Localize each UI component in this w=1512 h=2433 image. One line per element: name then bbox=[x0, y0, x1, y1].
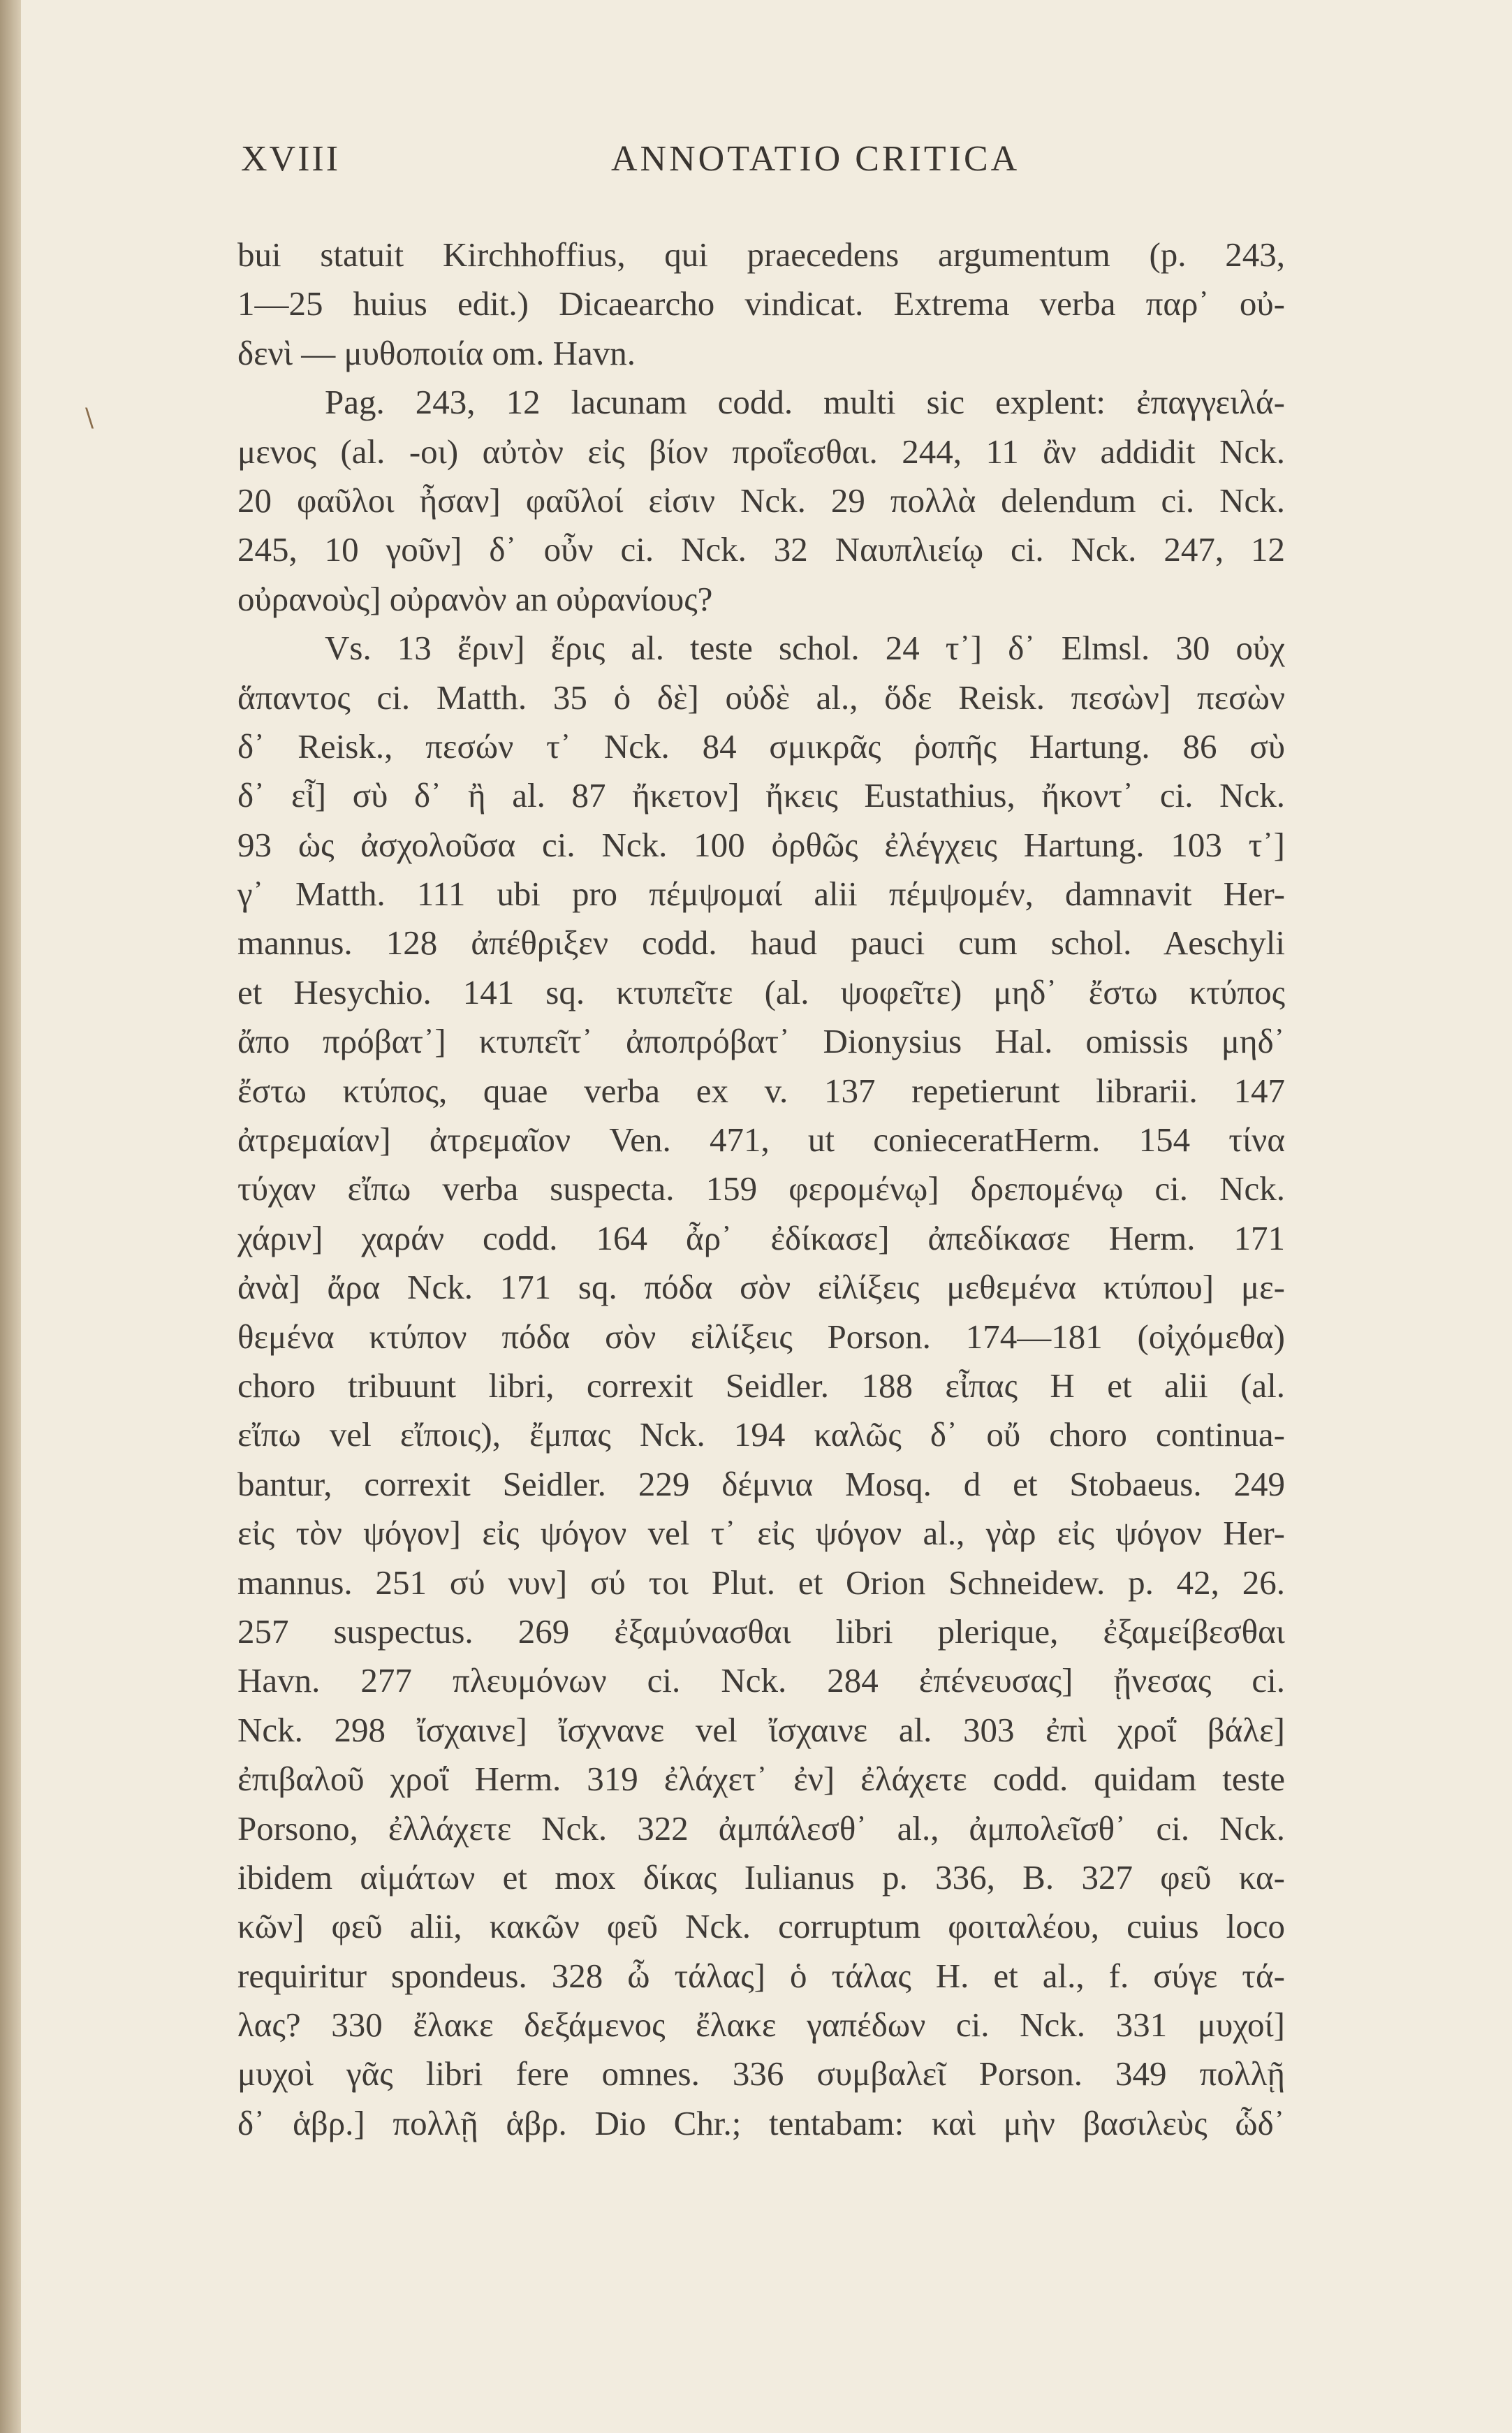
page-header bbox=[241, 138, 1268, 187]
text-line: χάριν] χαράν codd. 164 ἆρ᾽ ἐδίκασε] ἀπεδίκασε Herm. 171 bbox=[237, 1218, 1285, 1257]
running-head: ANNOTATIO CRITICA bbox=[611, 139, 1020, 179]
text-line: et Hesychio. 141 sq. κτυπεῖτε (al. ψοφεῖτε) μηδ᾽ ἔστω κτύπος bbox=[237, 972, 1285, 1011]
text-line: 257 suspectus. 269 ἐξαμύνασθαι libri plerique, ἐξαμείβεσθαι bbox=[237, 1612, 1285, 1651]
text-line: ἔστω κτύπος, quae verba ex v. 137 repetierunt librarii. 147 bbox=[237, 1071, 1285, 1110]
margin-mark: \ bbox=[85, 404, 94, 432]
text-line: δ᾽ ἁβρ.] πολλῇ ἁβρ. Dio Chr.; tentabam: καὶ μὴν βασιλεὺς ὧδ᾽ bbox=[237, 2103, 1285, 2142]
text-line: δ᾽ εἶ] σὺ δ᾽ ἢ al. 87 ἤκετον] ἤκεις Eustathius, ἤκοντ᾽ ci. Nck. bbox=[237, 776, 1285, 815]
text-line: 93 ὡς ἀσχολοῦσα ci. Nck. 100 ὀρθῶς ἐλέγχεις Hartung. 103 τ᾽] bbox=[237, 825, 1285, 864]
text-line: Vs. 13 ἔριν] ἔρις al. teste schol. 24 τ᾽] δ᾽ Elmsl. 30 οὐχ bbox=[325, 629, 1285, 668]
text-line: οὐρανοὺς] οὐρανὸν an οὐρανίους? bbox=[237, 579, 713, 618]
text-line: mannus. 128 ἀπέθριξεν codd. haud pauci cum schol. Aeschyli bbox=[237, 923, 1285, 963]
text-line: ibidem αἱμάτων et mox δίκας Iulianus p. 336, B. 327 φεῦ κα- bbox=[237, 1857, 1285, 1897]
text-line: Pag. 243, 12 lacunam codd. multi sic explent: ἐπαγγειλά- bbox=[325, 383, 1285, 422]
text-line: Nck. 298 ἴσχαινε] ἴσχνανε vel ἴσχαινε al. 303 ἐπὶ χροΐ βάλε] bbox=[237, 1710, 1285, 1749]
text-line: μενος (al. -οι) αὐτὸν εἰς βίον προΐεσθαι. 244, 11 ἂν addidit Nck. bbox=[237, 432, 1285, 471]
text-line: ἄπο πρόβατ᾽] κτυπεῖτ᾽ ἀποπρόβατ᾽ Dionysius Hal. omissis μηδ᾽ bbox=[237, 1022, 1285, 1061]
text-line: ἀνὰ] ἄρα Nck. 171 sq. πόδα σὸν εἰλίξεις μεθεμένα κτύπου] με- bbox=[237, 1268, 1285, 1307]
text-line: requiritur spondeus. 328 ὦ τάλας] ὁ τάλας H. et al., f. σύγε τά- bbox=[237, 1956, 1285, 1995]
text-line: Havn. 277 πλευμόνων ci. Nck. 284 ἐπένευσας] ᾔνεσας ci. bbox=[237, 1661, 1285, 1700]
page-number: XVIII bbox=[241, 139, 341, 179]
page-binding-shadow bbox=[0, 0, 21, 2433]
text-line: 1—25 huius edit.) Dicaearcho vindicat. Extrema verba παρ᾽ οὐ- bbox=[237, 284, 1285, 323]
text-line: θεμένα κτύπον πόδα σὸν εἰλίξεις Porson. 174—181 (οἰχόμεθα) bbox=[237, 1317, 1285, 1356]
text-line: δ᾽ Reisk., πεσών τ᾽ Nck. 84 σμικρᾶς ῥοπῆς Hartung. 86 σὺ bbox=[237, 726, 1285, 766]
text-line: choro tribuunt libri, correxit Seidler. 188 εἶπας H et alii (al. bbox=[237, 1366, 1285, 1405]
text-line: τύχαν εἴπω verba suspecta. 159 φερομένῳ] δρεπομένῳ ci. Nck. bbox=[237, 1169, 1285, 1208]
text-line: γ᾽ Matth. 111 ubi pro πέμψομαί alii πέμψομέν, damnavit Her- bbox=[237, 875, 1285, 914]
text-line: κῶν] φεῦ alii, κακῶν φεῦ Nck. corruptum φοιταλέου, cuius loco bbox=[237, 1907, 1285, 1946]
text-line: μυχοὶ γᾶς libri fere omnes. 336 συμβαλεῖ Porson. 349 πολλῇ bbox=[237, 2054, 1285, 2094]
critical-apparatus-text bbox=[237, 231, 1285, 2148]
text-line: 245, 10 γοῦν] δ᾽ οὖν ci. Nck. 32 Ναυπλιείῳ ci. Nck. 247, 12 bbox=[237, 530, 1285, 569]
text-line: Porsono, ἐλλάχετε Nck. 322 ἀμπάλεσθ᾽ al., ἀμπολεῖσθ᾽ ci. Nck. bbox=[237, 1809, 1285, 1848]
text-line: bui statuit Kirchhoffius, qui praecedens argumentum (p. 243, bbox=[237, 235, 1285, 274]
text-line: ἅπαντος ci. Matth. 35 ὁ δὲ] οὐδὲ al., ὅδε Reisk. πεσὼν] πεσὼν bbox=[237, 678, 1285, 717]
text-line: bantur, correxit Seidler. 229 δέμνια Mosq. d et Stobaeus. 249 bbox=[237, 1464, 1285, 1503]
text-line: δενὶ — μυθοποιία om. Havn. bbox=[237, 333, 636, 372]
text-line: λας? 330 ἔλακε δεξάμενος ἔλακε γαπέδων ci. Nck. 331 μυχοί] bbox=[237, 2005, 1285, 2045]
text-line: 20 φαῦλοι ἦσαν] φαῦλοί εἰσιν Nck. 29 πολλὰ delendum ci. Nck. bbox=[237, 481, 1285, 520]
text-line: εἰς τὸν ψόγον] εἰς ψόγον vel τ᾽ εἰς ψόγον al., γὰρ εἰς ψόγον Her- bbox=[237, 1514, 1285, 1553]
text-line: εἴπω vel εἴποις), ἔμπας Nck. 194 καλῶς δ᾽ οὔ choro continua- bbox=[237, 1415, 1285, 1454]
text-line: mannus. 251 σύ νυν] σύ τοι Plut. et Orion Schneidew. p. 42, 26. bbox=[237, 1563, 1285, 1602]
text-line: ἐπιβαλοῦ χροΐ Herm. 319 ἐλάχετ᾽ ἐν] ἐλάχετε codd. quidam teste bbox=[237, 1760, 1285, 1799]
text-line: ἀτρεμαίαν] ἀτρεμαῖον Ven. 471, ut conieceratHerm. 154 τίνα bbox=[237, 1120, 1285, 1160]
